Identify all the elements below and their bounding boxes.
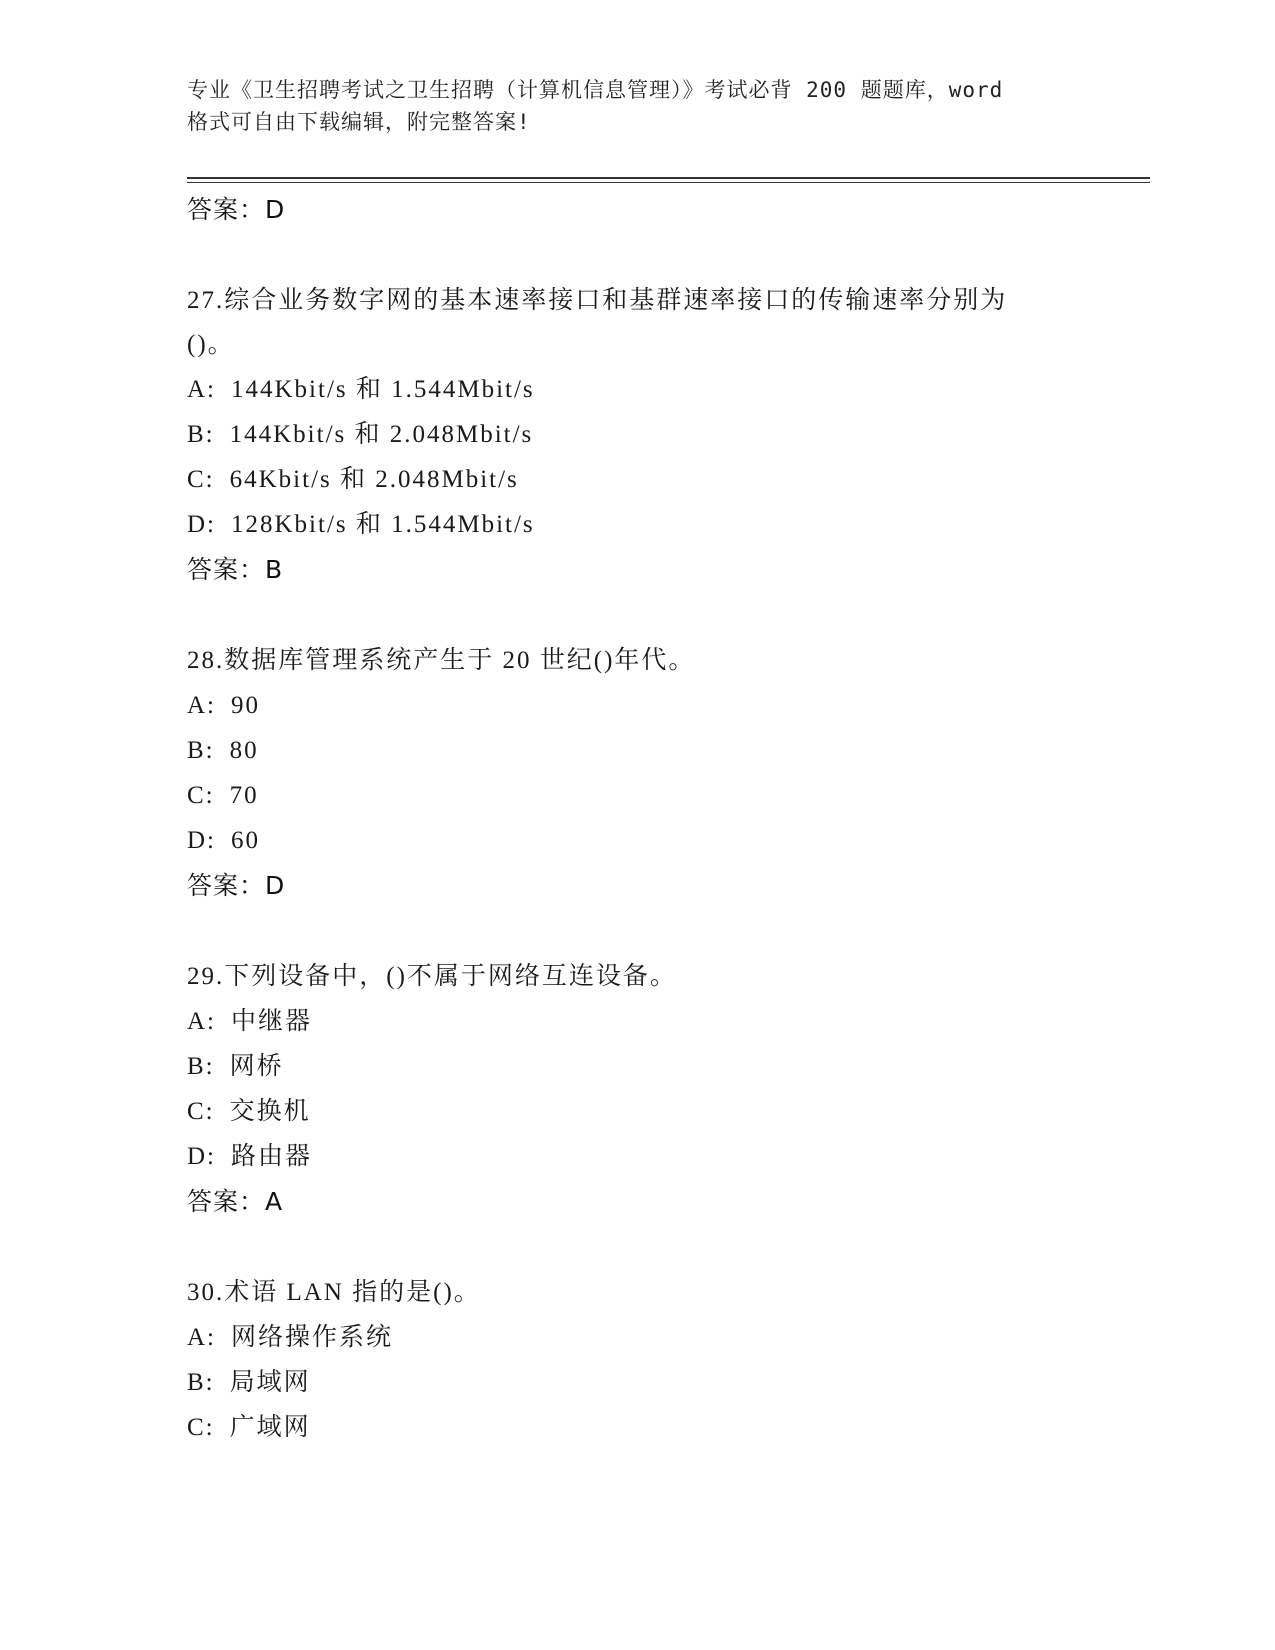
option-letter: C: <box>187 782 215 809</box>
option-letter: A: <box>187 1008 216 1035</box>
question-27-option-b <box>187 418 1087 452</box>
header-divider-thin <box>187 182 1150 183</box>
question-29-option-a <box>187 1005 1087 1039</box>
option-text: 中继器 <box>231 1008 313 1035</box>
option-text: 128Kbit/s 和 1.544Mbit/s <box>231 511 535 538</box>
option-letter: A: <box>187 692 216 719</box>
option-text: 144Kbit/s 和 1.544Mbit/s <box>231 376 535 403</box>
option-text: 144Kbit/s 和 2.048Mbit/s <box>229 421 534 448</box>
question-30-stem: 30.术语 LAN 指的是()。 <box>187 1279 481 1306</box>
option-text: 70 <box>229 782 259 809</box>
question-27-stem: 27.综合业务数字网的基本速率接口和基群速率接口的传输速率分别为 <box>187 287 1008 314</box>
question-30-option-a <box>187 1321 1087 1355</box>
option-text: 80 <box>229 737 259 764</box>
question-29-option-b <box>187 1050 1087 1084</box>
option-text: 路由器 <box>231 1143 313 1170</box>
option-letter: D: <box>187 511 216 538</box>
question-28-answer: 答案：D <box>187 871 286 900</box>
question-28-option-a <box>187 689 1087 723</box>
question-28-stem: 28.数据库管理系统产生于 20 世纪()年代。 <box>187 647 696 674</box>
option-text: 广域网 <box>229 1414 311 1441</box>
question-29-option-c <box>187 1095 1087 1129</box>
header-line-1: 专业《卫生招聘考试之卫生招聘（计算机信息管理）》考试必背 200 题题库，word <box>187 78 1004 102</box>
question-30-option-b <box>187 1366 1087 1400</box>
option-letter: B: <box>187 1369 215 1396</box>
option-letter: B: <box>187 1053 215 1080</box>
option-text: 网络操作系统 <box>231 1324 394 1351</box>
option-letter: B: <box>187 421 215 448</box>
question-27-option-a <box>187 373 1087 407</box>
question-28-option-b <box>187 734 1087 768</box>
previous-answer: 答案：D <box>187 195 286 224</box>
document-header <box>187 74 1087 138</box>
header-line-2: 格式可自由下载编辑，附完整答案! <box>187 110 531 134</box>
option-letter: C: <box>187 1414 215 1441</box>
question-27-option-c <box>187 463 1087 497</box>
question-30-option-c <box>187 1411 1087 1445</box>
question-28-option-d <box>187 824 1087 858</box>
question-29-answer: 答案：A <box>187 1187 284 1216</box>
option-text: 局域网 <box>229 1369 311 1396</box>
option-letter: D: <box>187 1143 216 1170</box>
option-letter: B: <box>187 737 215 764</box>
question-27-answer: 答案：B <box>187 555 284 584</box>
option-letter: D: <box>187 827 216 854</box>
question-29-stem: 29.下列设备中，()不属于网络互连设备。 <box>187 963 677 990</box>
question-29-option-d <box>187 1140 1087 1174</box>
question-27-option-d <box>187 508 1087 542</box>
option-text: 64Kbit/s 和 2.048Mbit/s <box>229 466 519 493</box>
option-text: 网桥 <box>229 1053 284 1080</box>
option-text: 60 <box>231 827 260 854</box>
header-divider-thick <box>187 177 1150 179</box>
question-28-option-c <box>187 779 1087 813</box>
option-letter: C: <box>187 466 215 493</box>
option-letter: C: <box>187 1098 215 1125</box>
question-27-stem-cont: ()。 <box>187 331 235 358</box>
option-text: 90 <box>231 692 260 719</box>
option-letter: A: <box>187 1324 216 1351</box>
option-letter: A: <box>187 376 216 403</box>
option-text: 交换机 <box>229 1098 311 1125</box>
